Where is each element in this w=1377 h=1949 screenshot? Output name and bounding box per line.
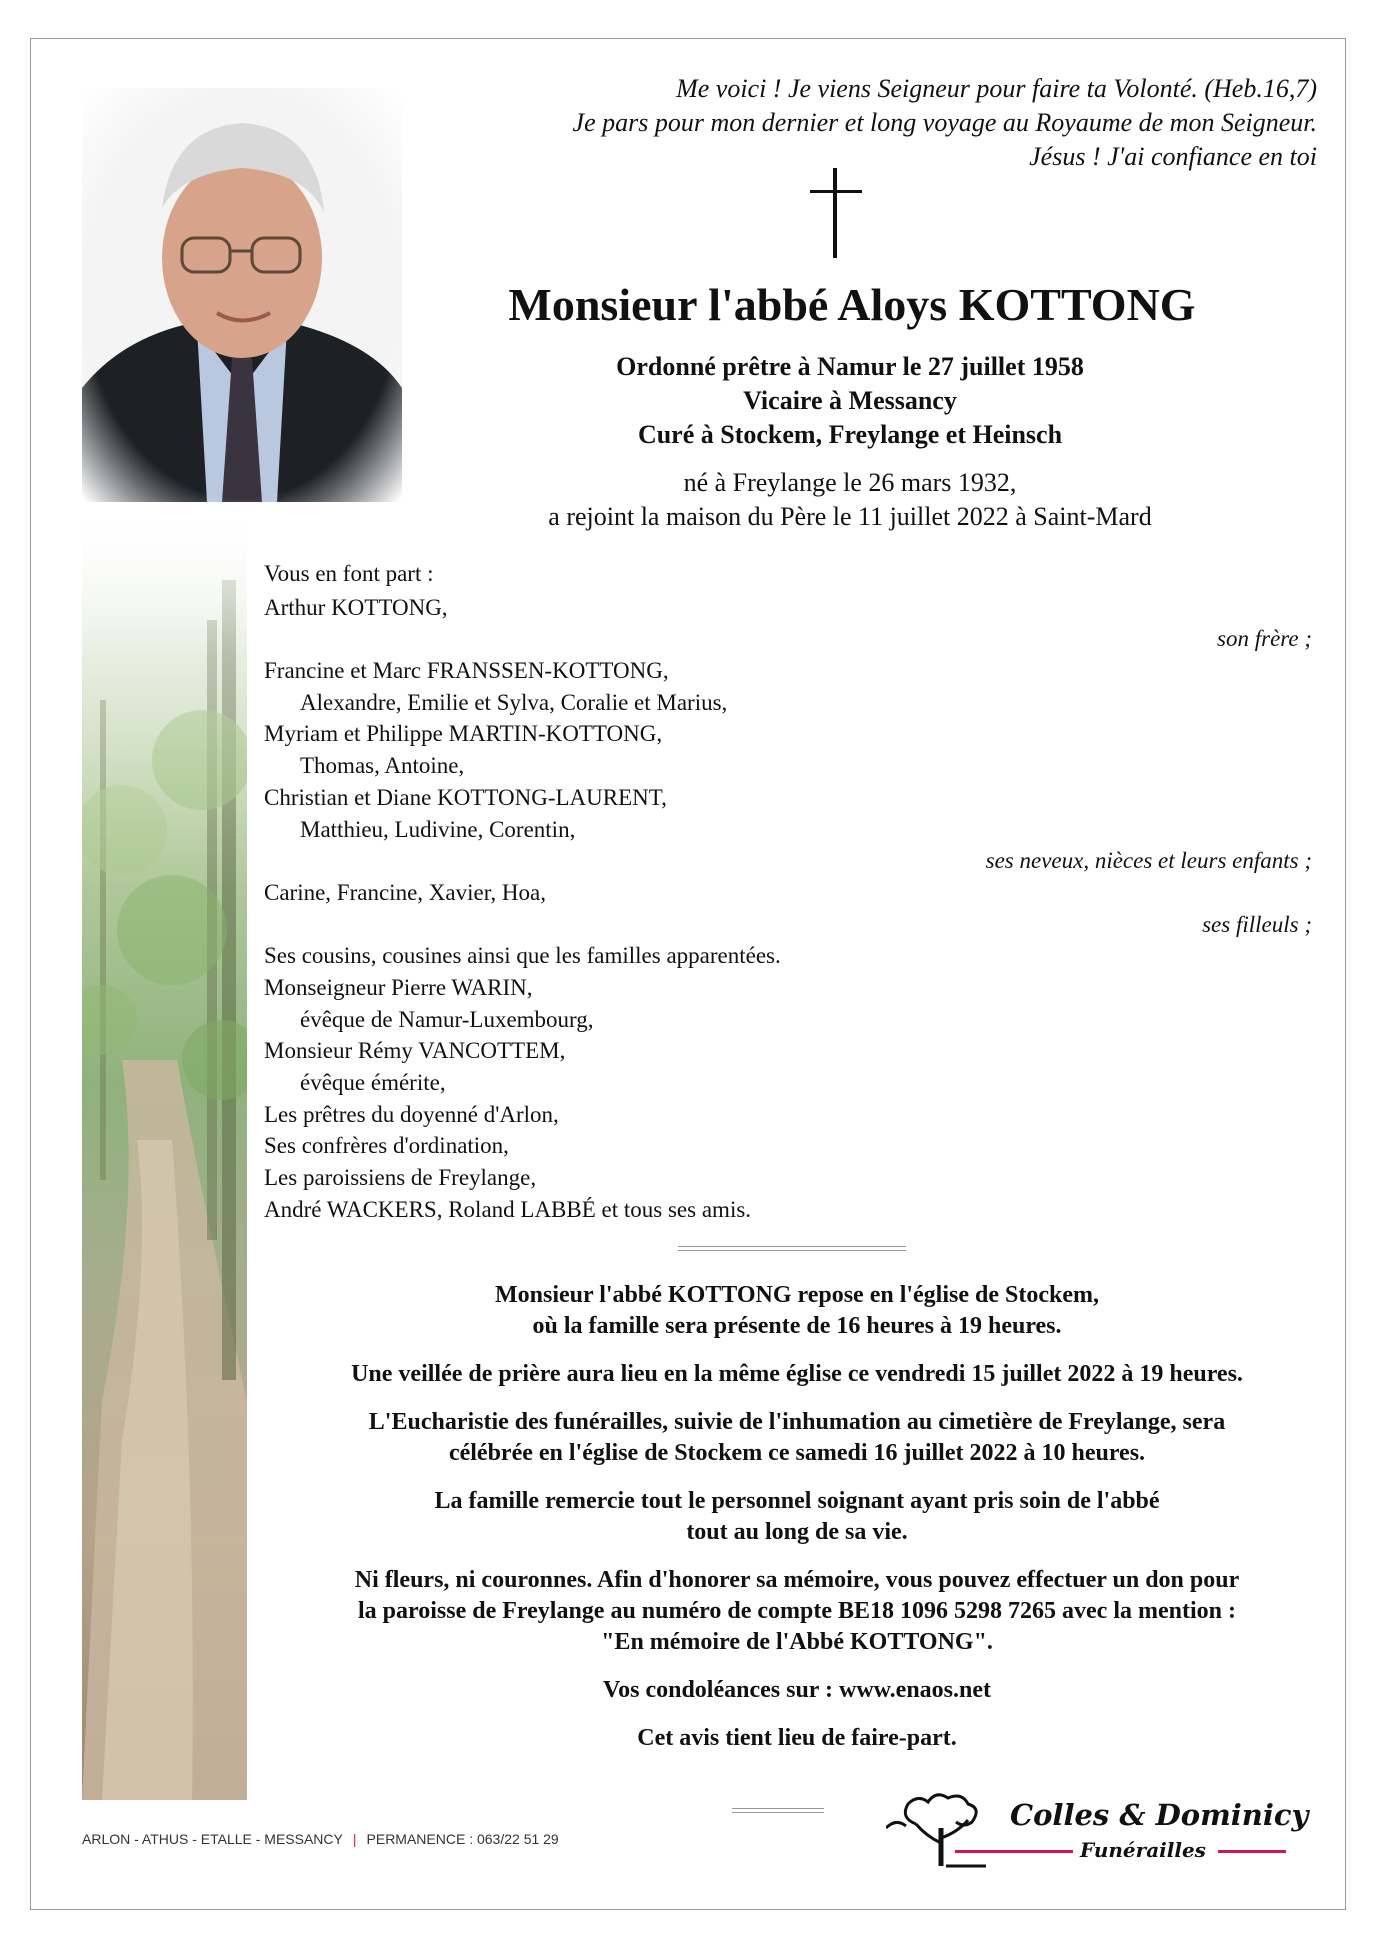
quote-line: Je pars pour mon dernier et long voyage au Royaume de mon Seigneur. <box>572 108 1317 137</box>
family-relation: ses filleuls ; <box>1202 911 1312 937</box>
deceased-roles <box>480 350 1220 452</box>
logo-subtitle: Funérailles <box>1080 1838 1206 1862</box>
footer-bar: | <box>352 1831 357 1847</box>
ceremony-info <box>262 1280 1332 1771</box>
tree-logo-icon <box>886 1788 996 1868</box>
fairepart-info: Cet avis tient lieu de faire-part. <box>637 1725 957 1751</box>
separator <box>678 1246 906 1251</box>
info-line: Monsieur l'abbé KOTTONG repose en l'église de Stockem, <box>494 1282 1099 1308</box>
info-line: Ni fleurs, ni couronnes. Afin d'honorer sa mémoire, vous pouvez effectuer un don pour <box>354 1567 1240 1593</box>
opening-quote <box>367 72 1317 174</box>
family-member: Carine, Francine, Xavier, Hoa, <box>264 879 546 905</box>
family-member: Ses confrères d'ordination, <box>264 1133 509 1159</box>
family-member: Monsieur Rémy VANCOTTEM, <box>264 1038 566 1064</box>
logo-accent-line <box>955 1850 1073 1853</box>
birth-line: né à Freylange le 26 mars 1932, <box>683 468 1017 497</box>
info-line: L'Eucharistie des funérailles, suivie de l'inhumation au cimetière de Freylange, sera <box>368 1409 1226 1435</box>
info-line: où la famille sera présente de 16 heures à 19 heures. <box>532 1313 1062 1339</box>
footer-permanence: PERMANENCE : 063/22 51 29 <box>366 1831 559 1847</box>
condoleances-info: Vos condoléances sur : www.enaos.net <box>602 1677 992 1703</box>
footer-contact <box>82 1831 559 1847</box>
family-member: Les paroissiens de Freylange, <box>264 1165 537 1191</box>
family-member: Christian et Diane KOTTONG-LAURENT, <box>264 784 667 810</box>
info-line: célébrée en l'église de Stockem ce samedi 16 juillet 2022 à 10 heures. <box>448 1440 1146 1466</box>
family-member: Monseigneur Pierre WARIN, <box>264 974 533 1000</box>
family-member: évêque de Namur-Luxembourg, <box>300 1006 594 1032</box>
family-member: Alexandre, Emilie et Sylva, Coralie et Marius, <box>300 689 728 715</box>
family-member: Matthieu, Ludivine, Corentin, <box>300 816 576 842</box>
info-line: La famille remercie tout le personnel soignant ayant pris soin de l'abbé <box>434 1488 1160 1514</box>
footer-separator <box>732 1808 824 1813</box>
fleurs-info <box>262 1565 1332 1658</box>
repose-info <box>262 1280 1332 1342</box>
logo-title: Colles & Dominicy <box>1010 1798 1309 1832</box>
life-dates <box>400 466 1300 534</box>
info-line: "En mémoire de l'Abbé KOTTONG". <box>601 1629 993 1655</box>
remerciement-info <box>262 1486 1332 1548</box>
family-member: Les prêtres du doyenné d'Arlon, <box>264 1101 559 1127</box>
family-member: Myriam et Philippe MARTIN-KOTTONG, <box>264 721 663 747</box>
veillee-info: Une veillée de prière aura lieu en la même église ce vendredi 15 juillet 2022 à 19 heures. <box>351 1361 1243 1387</box>
logo-accent-line <box>1218 1850 1286 1853</box>
family-member: Arthur KOTTONG, <box>264 594 448 620</box>
eucharistie-info <box>262 1407 1332 1469</box>
family-member: Thomas, Antoine, <box>300 753 465 779</box>
death-line: a rejoint la maison du Père le 11 juillet 2022 à Saint-Mard <box>548 502 1152 531</box>
family-relation: ses neveux, nièces et leurs enfants ; <box>985 848 1312 874</box>
info-line: la paroisse de Freylange au numéro de compte BE18 1096 5298 7265 avec la mention : <box>358 1598 1236 1624</box>
family-member: Ses cousins, cousines ainsi que les familles apparentées. <box>264 943 781 969</box>
family-intro: Vous en font part : <box>264 561 434 586</box>
quote-line: Jésus ! J'ai confiance en toi <box>1029 142 1317 171</box>
family-list <box>264 558 1324 1225</box>
portrait-photo <box>82 88 402 502</box>
quote-line: Me voici ! Je viens Seigneur pour faire ta Volonté. (Heb.16,7) <box>676 74 1317 103</box>
role-line: Curé à Stockem, Freylange et Heinsch <box>637 420 1063 449</box>
info-line: tout au long de sa vie. <box>686 1519 908 1545</box>
role-line: Vicaire à Messancy <box>743 386 957 415</box>
family-member: André WACKERS, Roland LABBÉ et tous ses amis. <box>264 1196 752 1222</box>
role-line: Ordonné prêtre à Namur le 27 juillet 1958 <box>616 352 1084 381</box>
footer-locations: ARLON - ATHUS - ETALLE - MESSANCY <box>82 1831 343 1847</box>
family-member: Francine et Marc FRANSSEN-KOTTONG, <box>264 658 669 684</box>
funeral-home-logo <box>880 1788 1310 1868</box>
family-relation: son frère ; <box>1217 626 1312 652</box>
deceased-name: Monsieur l'abbé Aloys KOTTONG <box>508 279 1196 330</box>
family-member: évêque émérite, <box>300 1070 446 1095</box>
cross-icon <box>806 168 866 258</box>
forest-path-image <box>82 500 247 1800</box>
